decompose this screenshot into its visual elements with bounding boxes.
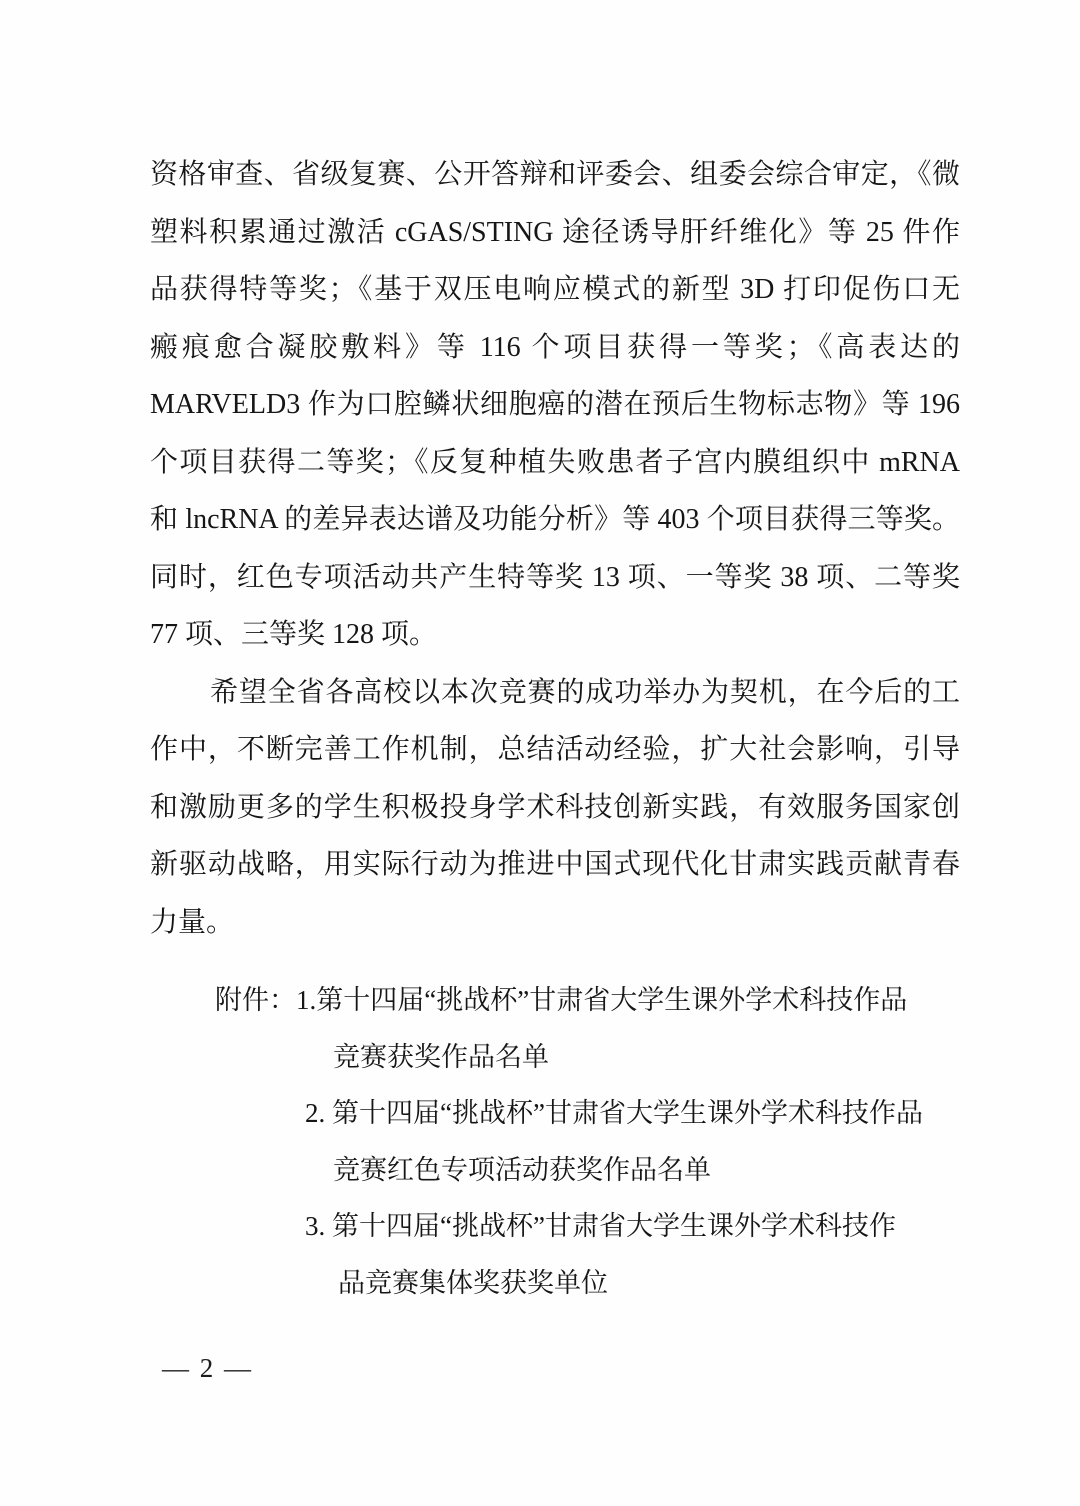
body-line: 资格审查、省级复赛、公开答辩和评委会、组委会综合审定，《微 (150, 159, 960, 190)
body-line: 品获得特等奖；《基于双压电响应模式的新型 3D 打印促伤口无 (150, 274, 960, 305)
body-line: 77 项、三等奖 128 项。 (150, 619, 438, 650)
attachment-line: 品竞赛集体奖获奖单位 (338, 1267, 608, 1298)
attachment-line: 2. 第十四届“挑战杯”甘肃省大学生课外学术科技作品 (305, 1098, 923, 1128)
body-line: 作中，不断完善工作机制，总结活动经验，扩大社会影响，引导 (150, 734, 960, 765)
body-line: 和激励更多的学生积极投身学术科技创新实践，有效服务国家创 (150, 791, 960, 823)
attachment-line: 竞赛红色专项活动获奖作品名单 (333, 1154, 711, 1185)
body-line: MARVELD3 作为口腔鳞状细胞癌的潜在预后生物标志物》等 196 (150, 389, 960, 420)
body-line: 希望全省各高校以本次竞赛的成功举办为契机，在今后的工 (210, 676, 960, 708)
body-line: 力量。 (150, 906, 235, 938)
attachment-line: 3. 第十四届“挑战杯”甘肃省大学生课外学术科技作 (305, 1211, 896, 1241)
attachment-list (0, 972, 1080, 1311)
body-line: 塑料积累通过激活 cGAS/STING 途径诱导肝纤维化》等 25 件作 (150, 216, 960, 248)
body-line: 瘢痕愈合凝胶敷料》等 116 个项目获得一等奖；《高表达的 (150, 331, 960, 363)
attachment-line: 竞赛获奖作品名单 (333, 1041, 549, 1072)
body-line: 同时，红色专项活动共产生特等奖 13 项、一等奖 38 项、二等奖 (150, 561, 960, 593)
page-number: — 2 — (162, 1353, 253, 1383)
attachment-line: 附件：1.第十四届“挑战杯”甘肃省大学生课外学术科技作品 (215, 985, 908, 1015)
body-line: 和 lncRNA 的差异表达谱及功能分析》等 403 个项目获得三等奖。 (150, 504, 960, 535)
body-line: 个项目获得二等奖；《反复种植失败患者子宫内膜组织中 mRNA (150, 446, 960, 478)
document-body (150, 146, 960, 951)
body-line: 新驱动战略，用实际行动为推进中国式现代化甘肃实践贡献青春 (150, 849, 960, 880)
